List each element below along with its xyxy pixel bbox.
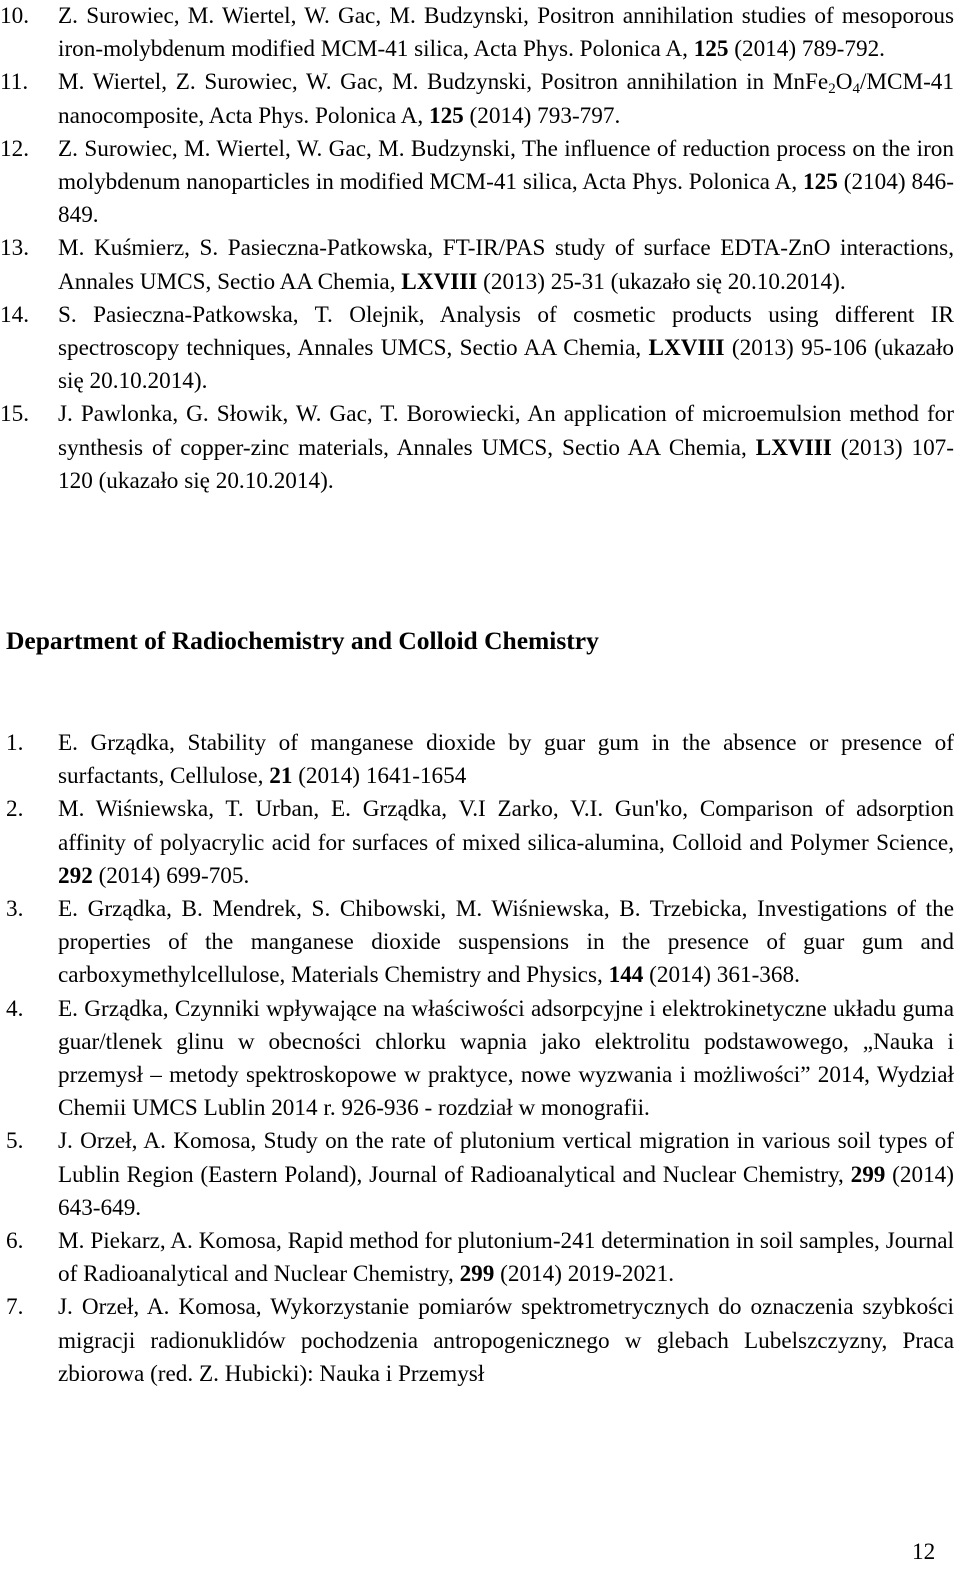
reference-text: M. Wiśniewska, T. Urban, E. Grządka, V.I Zarko, V.I. Gun'ko, Comparison of adsorption affinity of polyacrylic acid for surfaces of mixed silica-alumina, Colloid and Polymer Science, <box>58 796 954 856</box>
reference-list-top <box>0 0 960 498</box>
volume-number: 299 <box>850 1161 886 1188</box>
reference-text: J. Orzeł, A. Komosa, Study on the rate of plutonium vertical migration in various soil types of Lublin Region (Eastern Poland), Journal of Radioanalytical and Nuclear Chemistry, <box>58 1128 954 1188</box>
reference-item <box>0 993 960 1126</box>
reference-text: E. Grządka, B. Mendrek, S. Chibowski, M. Wiśniewska, B. Trzebicka, Investigations of the properties of the manganese dioxide suspensions in the presence of guar gum and carboxymethylcellulose, Materials Chemistry and Physics, <box>58 896 954 989</box>
reference-number: 15. <box>0 401 29 428</box>
reference-item <box>0 793 960 893</box>
reference-text: (2013) 107-120 (ukazało się 20.10.2014). <box>58 434 954 494</box>
reference-text: (2014) 2019-2021. <box>494 1261 675 1288</box>
volume-number: 21 <box>269 763 293 790</box>
reference-item <box>0 0 960 66</box>
reference-text: J. Orzeł, A. Komosa, Wykorzystanie pomiarów spektrometrycznych do oznaczenia szybkości migracji radionuklidów pochodzenia antropogenicznego w glebach Lubelszczyzny, Praca zbiorowa (red. Z. Hubicki): Nauka i Przemysł <box>58 1294 954 1387</box>
volume-number: 144 <box>608 962 644 989</box>
reference-item <box>0 1125 960 1225</box>
reference-text: (2014) 699-705. <box>92 862 250 889</box>
reference-text: E. Grządka, Stability of manganese dioxide by guar gum in the absence or presence of surfactants, Cellulose, <box>58 730 954 790</box>
reference-number: 6. <box>6 1228 24 1255</box>
reference-text: Z. Surowiec, M. Wiertel, W. Gac, M. Budzynski, Positron annihilation studies of mesoporous iron-molybdenum modified MCM-41 silica, Acta Phys. Polonica A, <box>58 3 954 63</box>
subscript: 2 <box>828 81 836 98</box>
volume-number: 125 <box>428 102 464 129</box>
reference-number: 10. <box>0 3 29 29</box>
reference-item <box>0 299 960 399</box>
reference-text: (2013) 25-31 (ukazało się 20.10.2014). <box>477 268 846 295</box>
volume-number: LXVIII <box>648 335 725 362</box>
reference-item <box>0 398 960 498</box>
reference-item <box>0 1291 960 1391</box>
volume-number: 299 <box>459 1261 495 1288</box>
reference-number: 5. <box>6 1128 24 1155</box>
reference-number: 13. <box>0 235 29 262</box>
reference-text: M. Piekarz, A. Komosa, Rapid method for plutonium-241 determination in soil samples, Journal of Radioanalytical and Nuclear Chemistry, <box>58 1228 954 1288</box>
page-number: 12 <box>912 1539 936 1565</box>
reference-item <box>0 66 960 132</box>
reference-text: (2014) 361-368. <box>643 962 800 989</box>
reference-text: (2014) 789-792. <box>728 36 885 63</box>
reference-text: (2014) 643-649. <box>58 1161 954 1221</box>
reference-number: 4. <box>6 995 24 1022</box>
reference-text: (2013) 95-106 (ukazało się 20.10.2014). <box>58 335 954 395</box>
volume-number: LXVIII <box>755 434 832 461</box>
reference-text: S. Pasieczna-Patkowska, T. Olejnik, Analysis of cosmetic products using different IR spectroscopy techniques, Annales UMCS, Sectio AA Chemia, <box>58 301 954 362</box>
reference-number: 12. <box>0 135 29 162</box>
reference-item <box>0 133 960 233</box>
reference-text: M. Kuśmierz, S. Pasieczna-Patkowska, FT-IR/PAS study of surface EDTA-ZnO interactions, Annales UMCS, Sectio AA Chemia, <box>58 235 954 295</box>
reference-text: (2014) 793-797. <box>463 102 621 129</box>
volume-number: 125 <box>803 169 838 196</box>
volume-number: 125 <box>693 36 729 63</box>
reference-number: 3. <box>6 896 24 923</box>
reference-list-radiochemistry <box>0 727 960 1391</box>
reference-number: 1. <box>6 730 24 756</box>
reference-item <box>0 893 960 993</box>
reference-number: 11. <box>0 69 29 96</box>
reference-text: E. Grządka, Czynniki wpływające na właściwości adsorpcyjne i elektrokinetyczne układu guma guar/tlenek glinu w obecności chlorku wapnia jako elektrolitu podstawowego, „Nauka i przemysł – metody spektroskopowe w praktyce, nowe wyzwania i możliwości” 2014, Wydział Chemii UMCS Lublin 2014 r. 926-936 - rozdział w monografii. <box>58 995 954 1122</box>
reference-item <box>0 727 960 793</box>
reference-number: 2. <box>6 796 24 823</box>
volume-number: LXVIII <box>401 268 478 295</box>
section-heading: Department of Radiochemistry and Colloid Chemistry <box>6 626 599 655</box>
reference-item <box>0 232 960 298</box>
reference-number: 7. <box>6 1294 24 1321</box>
reference-item <box>0 1225 960 1291</box>
reference-number: 14. <box>0 301 29 328</box>
volume-number: 292 <box>58 862 93 889</box>
reference-text: /MCM-41 nanocomposite, Acta Phys. Polonica A, <box>58 69 954 129</box>
reference-text: O <box>835 69 853 96</box>
reference-text: (2104) 846-849. <box>58 169 954 229</box>
reference-text: M. Wiertel, Z. Surowiec, W. Gac, M. Budzynski, Positron annihilation in MnFe <box>58 69 829 96</box>
subscript: 4 <box>852 81 860 98</box>
reference-text: (2014) 1641-1654 <box>292 763 467 790</box>
reference-text: Z. Surowiec, M. Wiertel, W. Gac, M. Budzynski, The influence of reduction process on the iron molybdenum nanoparticles in modified MCM-41 silica, Acta Phys. Polonica A, <box>58 135 954 196</box>
reference-text: J. Pawlonka, G. Słowik, W. Gac, T. Borowiecki, An application of microemulsion method for synthesis of copper-zinc materials, Annales UMCS, Sectio AA Chemia, <box>58 401 954 461</box>
